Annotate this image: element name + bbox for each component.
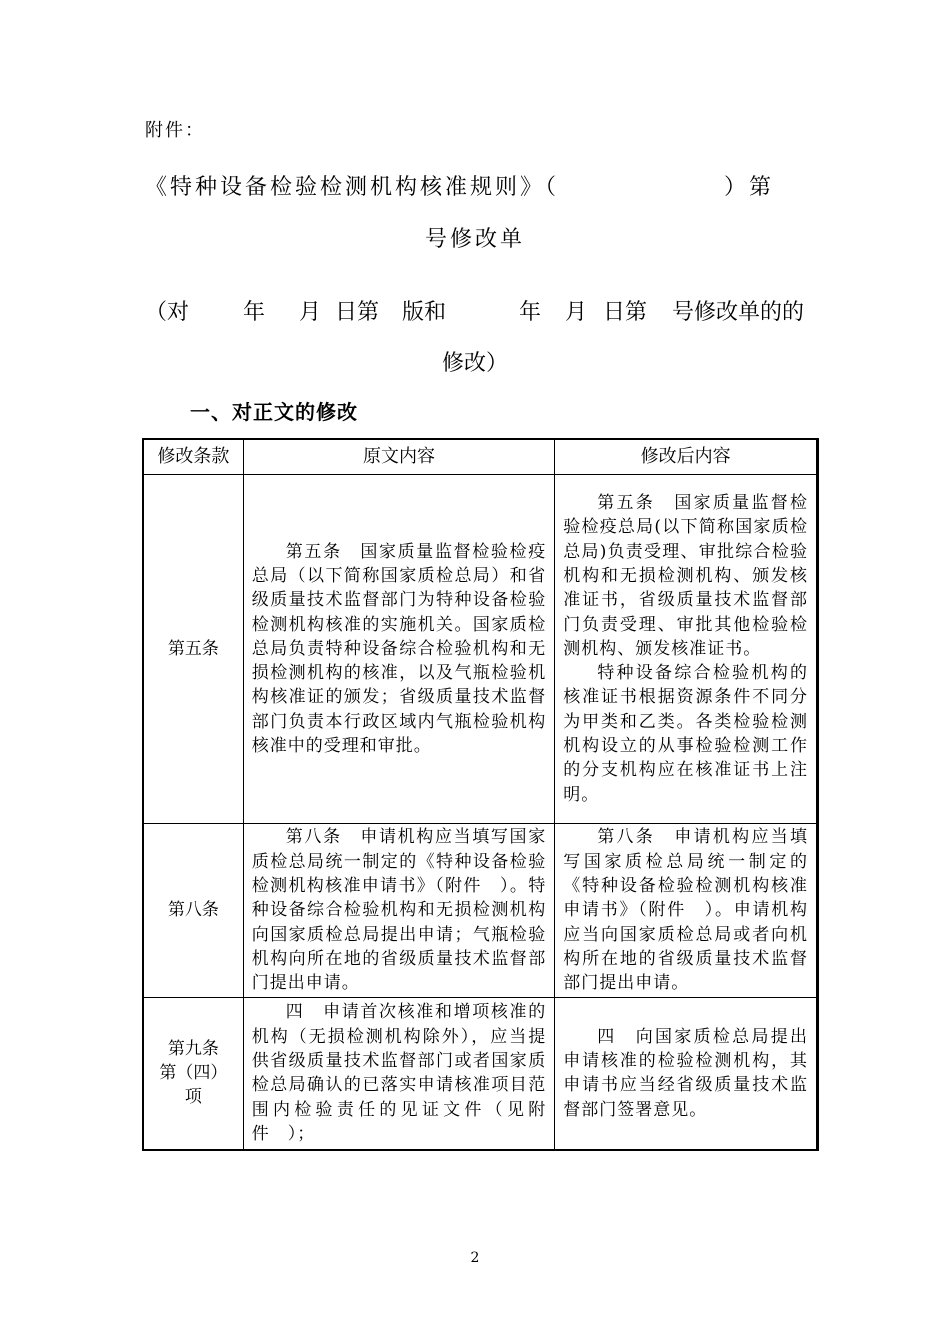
table-header-row [143, 439, 818, 475]
header-original: 原文内容 [243, 439, 554, 475]
subtitle-s3: 月 [299, 300, 322, 325]
row-revised [555, 998, 818, 1150]
row-original [243, 824, 554, 998]
document-title-line2: 号修改单 [424, 227, 525, 252]
row-clause: 第五条 [143, 475, 243, 824]
original-paragraph: 第五条 国家质量监督检验检疫总局（以下简称国家质检总局）和省级质量技术监督部门为特种设备检验检测机构核准的实施机关。国家质检总局负责特种设备综合检验机构和无损检测机构的核准，以及气瓶检验机构核准证的颁发；省级质量技术监督部门负责本行政区域内气瓶检验机构核准中的受理和审批。 [251, 541, 547, 757]
row-revised [555, 824, 818, 998]
row-original [243, 998, 554, 1150]
original-paragraph: 第八条 申请机构应当填写国家质检总局统一制定的《特种设备检验检测机构核准申请书》（附件 ）。特种设备综合检验机构和无损检测机构向国家质检总局提出申请；气瓶检验机构向所在地的省级质量技术监督部门提出申请。 [251, 827, 547, 994]
clause-line: 项 [184, 1087, 202, 1108]
header-revised: 修改后内容 [555, 439, 818, 475]
revised-paragraph: 第八条 申请机构应当填写国家质检总局统一制定的《特种设备检验检测机构核准申请书》（附件 ）。申请机构应当向国家质检总局或者向机构所在地的省级质量技术监督部门提出申请。 [563, 827, 808, 994]
subtitle-s6: 年 [519, 300, 542, 325]
page-number: 2 [470, 1250, 480, 1266]
clause-line: 第九条 [167, 1038, 219, 1059]
table-row [143, 475, 818, 824]
subtitle-s8: 日第 [603, 300, 648, 325]
attachment-label: 附件： [145, 120, 205, 141]
revised-paragraph: 特种设备综合检验机构的核准证书根据资源条件不同分为甲类和乙类。各类检验检测机构设立的从事检验检测工作的分支机构应在核准证书上注明。 [563, 663, 808, 805]
row-clause: 第八条 [143, 824, 243, 998]
section-heading: 一、对正文的修改 [190, 400, 358, 424]
title-part2: ）第 [724, 175, 775, 200]
clause-line: 第（四） [159, 1063, 228, 1084]
modification-table [142, 438, 819, 1151]
subtitle-s9: 号修改单的的 [672, 300, 805, 325]
row-original [243, 475, 554, 824]
subtitle-s1: （对 [145, 300, 190, 325]
original-paragraph: 四 申请首次核准和增项核准的机构（无损检测机构除外），应当提供省级质量技术监督部门或者国家质检总局确认的已落实申请核准项目范围内检验责任的见证文件（见附件 ）； [251, 1002, 547, 1144]
subtitle-s2: 年 [243, 300, 266, 325]
subtitle-s5: 版和 [402, 300, 447, 325]
subtitle-s7: 月 [565, 300, 588, 325]
row-revised [555, 475, 818, 824]
revised-paragraph: 第五条 国家质量监督检验检疫总局(以下简称国家质检总局)负责受理、审批综合检验机构和无损检测机构、颁发核准证书，省级质量技术监督部门负责受理、审批其他检验检测机构、颁发核准证书。 [563, 493, 808, 659]
row-clause [143, 998, 243, 1150]
revised-paragraph: 四 向国家质检总局提出申请核准的检验检测机构，其申请书应当经省级质量技术监督部门签署意见。 [563, 1026, 808, 1120]
document-title-line1 [145, 170, 795, 201]
subtitle-line2: 修改） [441, 351, 508, 376]
title-part1: 《特种设备检验检测机构核准规则》（ [145, 175, 560, 200]
header-clause: 修改条款 [143, 439, 243, 475]
subtitle-line1 [145, 295, 804, 326]
table-row [143, 998, 818, 1150]
table-row [143, 824, 818, 998]
subtitle-s4: 日第 [335, 300, 380, 325]
